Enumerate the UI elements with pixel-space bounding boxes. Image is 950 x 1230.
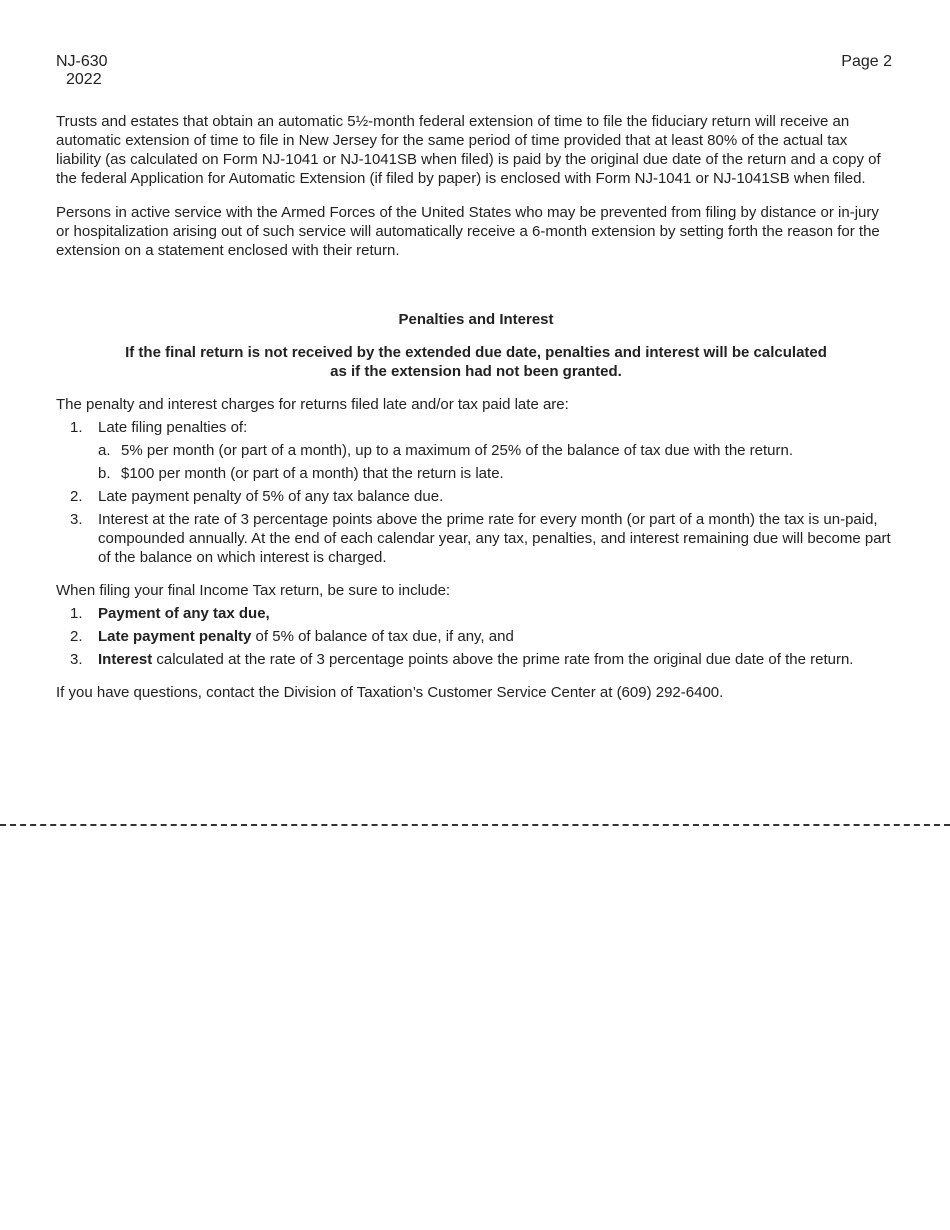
document-body: [56, 112, 896, 702]
page-number: Page 2: [841, 53, 892, 70]
final-return-list: [56, 604, 896, 669]
form-header: [56, 53, 108, 89]
form-id: NJ-630: [56, 53, 108, 70]
penalties-intro: The penalty and interest charges for returns filed late and/or tax paid late are:: [56, 396, 569, 413]
list-number: 3.: [70, 651, 83, 668]
list-item: [56, 627, 896, 646]
armed-forces-paragraph: Persons in active service with the Armed Forces of the United States who may be prevented from filing by distance or in-jury or hospitalization arising out of such service will automatically receive a 6-month extension by setting forth the reason for the extension on a statement enclosed with their return.: [56, 204, 880, 259]
sublist-item-text: $100 per month (or part of a month) that the return is late.: [121, 465, 504, 482]
sublist-letter: a.: [98, 442, 111, 459]
list-item-bold: Payment of any tax due,: [98, 605, 270, 622]
list-item-text: Late payment penalty of 5% of any tax balance due.: [98, 488, 444, 505]
list-item-text: Late filing penalties of:: [98, 419, 248, 436]
list-item: [56, 418, 896, 483]
list-item-bold: Late payment penalty: [98, 628, 252, 645]
contact-paragraph: If you have questions, contact the Division of Taxation’s Customer Service Center at (609) 292-6400.: [56, 684, 724, 701]
list-item: [56, 510, 896, 567]
cut-line-divider: [0, 824, 950, 826]
list-number: 2.: [70, 628, 83, 645]
form-year: 2022: [66, 71, 102, 88]
list-item-bold: Interest: [98, 651, 153, 668]
list-number: 1.: [70, 605, 83, 622]
penalties-list: [56, 418, 896, 567]
list-item: [56, 604, 896, 623]
sublist-item: [98, 441, 896, 460]
final-return-intro: When filing your final Income Tax return, be sure to include:: [56, 582, 451, 599]
sublist-item: [98, 464, 896, 483]
list-item-text: of 5% of balance of tax due, if any, and: [251, 628, 514, 645]
list-item-text: Interest at the rate of 3 percentage points above the prime rate for every month (or part of a month) the tax is un-paid, compounded annually. At the end of each calendar year, any tax, penalties, and interest remaining due will become part of the balance on which interest is charged.: [98, 511, 891, 566]
late-filing-sublist: [98, 441, 896, 483]
list-item-text: calculated at the rate of 3 percentage points above the prime rate from the original due date of the return.: [152, 651, 854, 668]
section-warning: If the final return is not received by the extended due date, penalties and interest will be calculated as if the extension had not been granted.: [125, 344, 827, 380]
list-number: 3.: [70, 511, 83, 528]
trusts-paragraph: Trusts and estates that obtain an automatic 5½-month federal extension of time to file the fiduciary return will receive an automatic extension of time to file in New Jersey for the same period of time provided that at least 80% of the actual tax liability (as calculated on Form NJ-1041 or NJ-1041SB when filed) is paid by the original due date of the return and a copy of the federal Application for Automatic Extension (if filed by paper) is enclosed with Form NJ-1041 or NJ-1041SB when filed.: [56, 113, 881, 187]
list-item: [56, 650, 896, 669]
sublist-item-text: 5% per month (or part of a month), up to a maximum of 25% of the balance of tax due with the return.: [121, 442, 794, 459]
list-number: 2.: [70, 488, 83, 505]
list-number: 1.: [70, 419, 83, 436]
list-item: [56, 487, 896, 506]
section-title: Penalties and Interest: [398, 311, 554, 328]
sublist-letter: b.: [98, 465, 111, 482]
